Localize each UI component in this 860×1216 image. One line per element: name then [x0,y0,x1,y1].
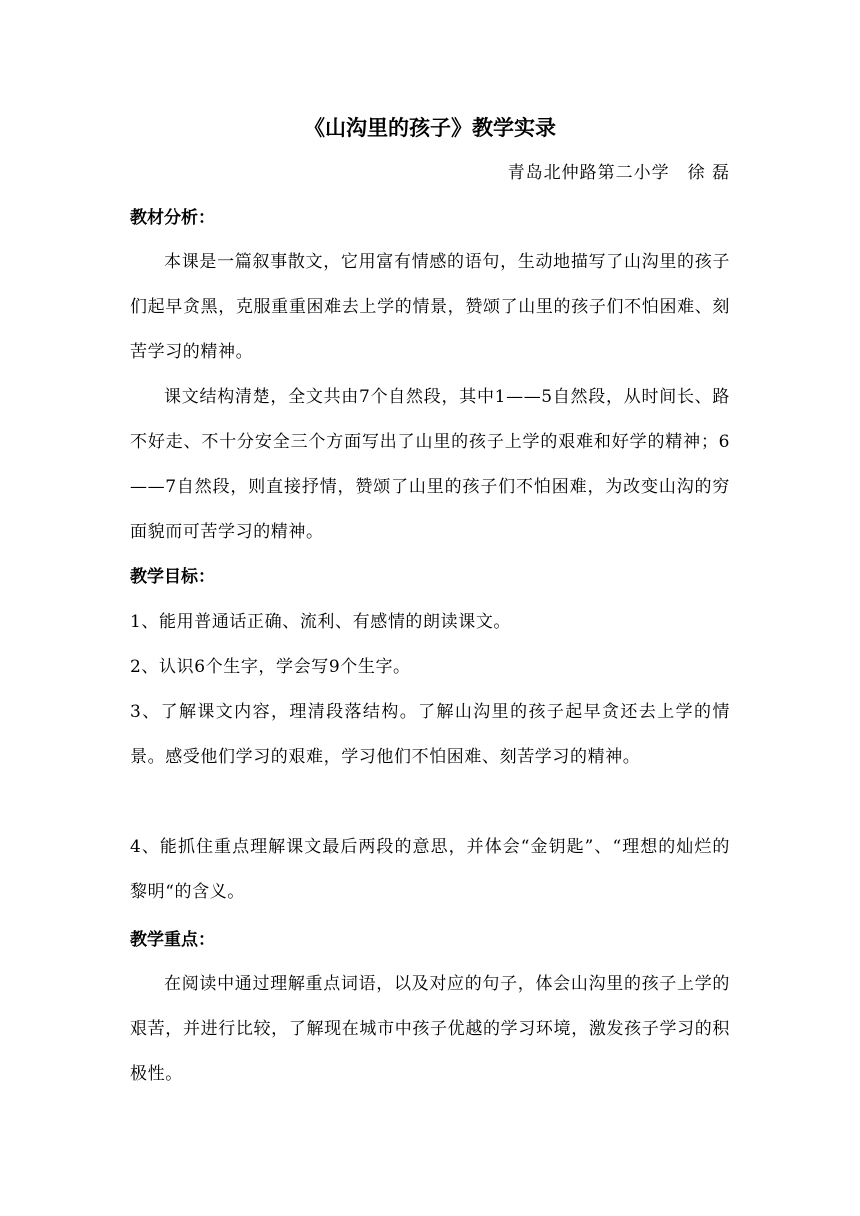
author-line: 青岛北仲路第二小学 徐 磊 [507,163,730,183]
goal-item-1: 1、能用普通话正确、流利、有感情的朗读课文。 [130,612,512,632]
paragraph-analysis-1: 本课是一篇叙事散文，它用富有情感的语句，生动地描写了山沟里的孩子们起早贪黑，克服重重困难去上学的情景，赞颂了山里的孩子们不怕困难、刻苦学习的精神。 [130,252,730,362]
paragraph-analysis-2: 课文结构清楚，全文共由7个自然段，其中1——5自然段，从时间长、路不好走、不十分安全三个方面写出了山里的孩子上学的艰难和好学的精神；6——7自然段，则直接抒情，赞颂了山里的孩子们不怕困难，为改变山沟的穷面貌而可苦学习的精神。 [130,387,730,542]
section-heading-teaching-goals: 教学目标： [130,567,215,587]
goal-item-4: 4、能抓住重点理解课文最后两段的意思，并体会“金钥匙”、“理想的灿烂的黎明“的含义。 [130,837,730,902]
paragraph-focus-1: 在阅读中通过理解重点词语，以及对应的句子，体会山沟里的孩子上学的艰苦，并进行比较，了解现在城市中孩子优越的学习环境，激发孩子学习的积极性。 [130,974,730,1084]
goal-item-2: 2、认识6个生字，学会写9个生字。 [130,657,411,677]
page-title: 《山沟里的孩子》教学实录 [304,116,556,140]
section-heading-teaching-focus: 教学重点： [130,930,215,950]
goal-item-3: 3、了解课文内容，理清段落结构。了解山沟里的孩子起早贪还去上学的情景。感受他们学习的艰难，学习他们不怕困难、刻苦学习的精神。 [130,702,730,767]
section-heading-textbook-analysis: 教材分析： [130,208,215,228]
